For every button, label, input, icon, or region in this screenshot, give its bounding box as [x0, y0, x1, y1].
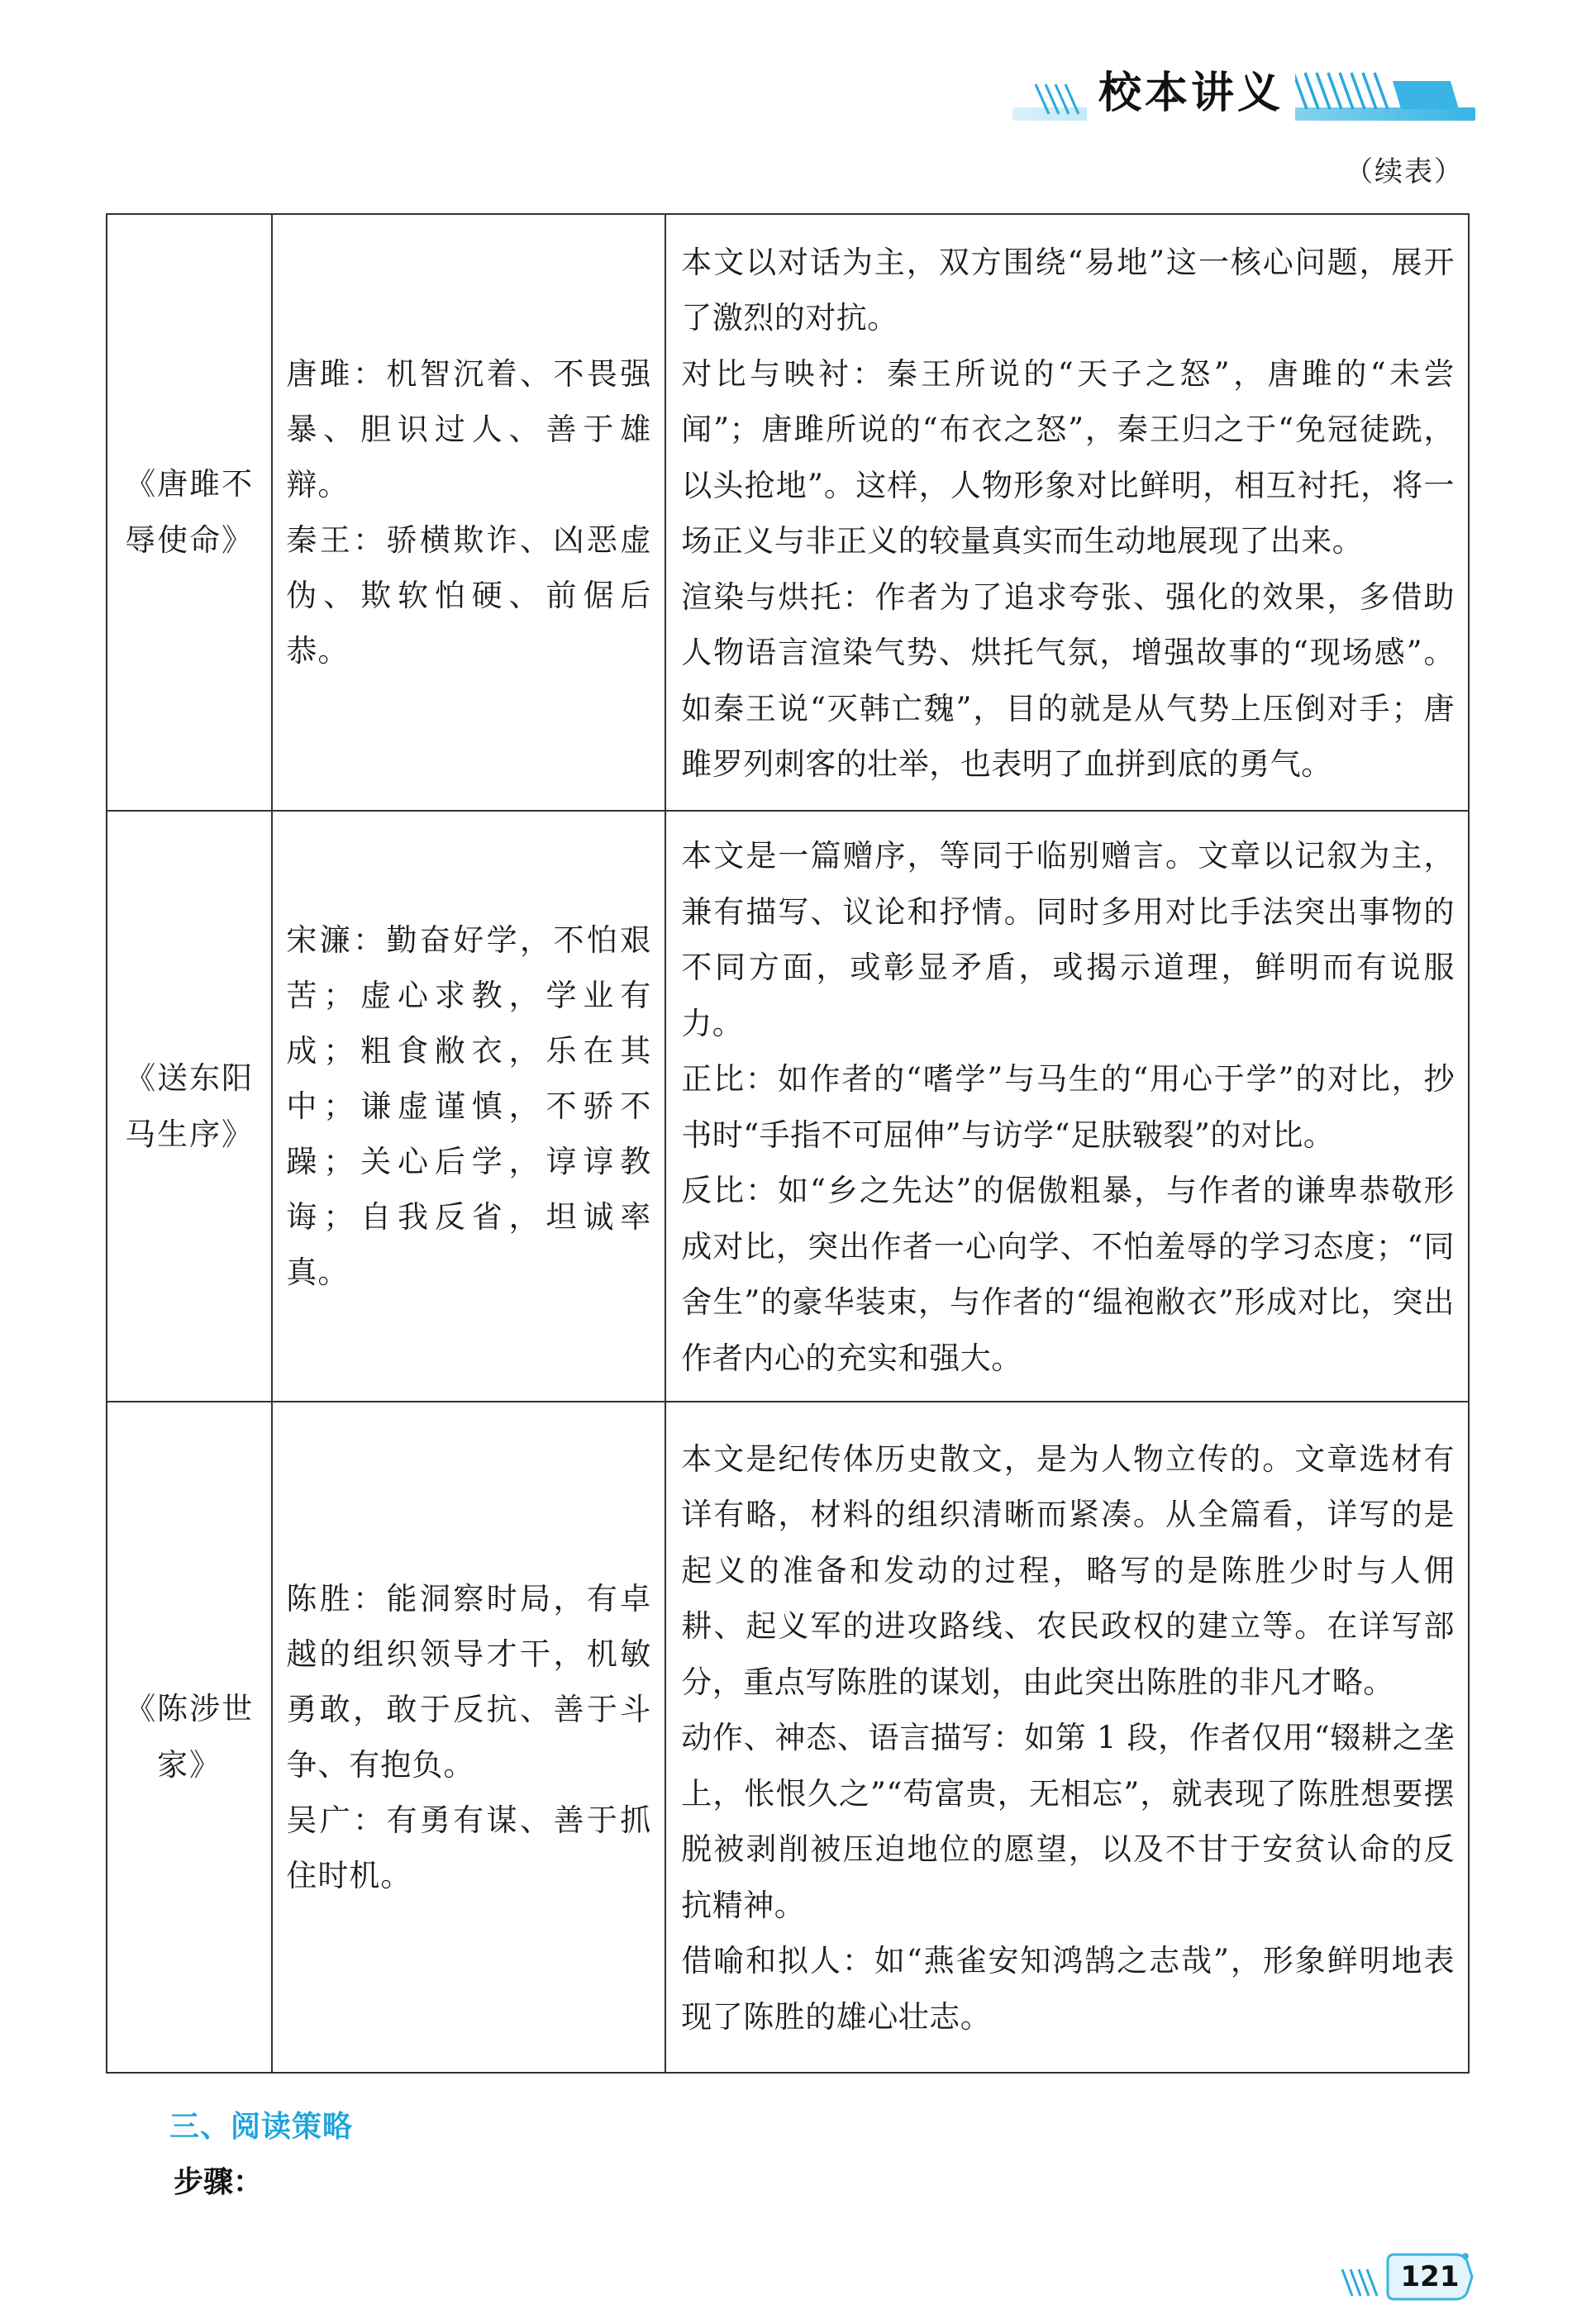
section-heading: 三、阅读策略 [169, 2110, 354, 2144]
work-title: 《送东阳马生序》 [107, 811, 272, 1402]
character-text: 吴广：有勇有谋、善于抓住时机。 [286, 1802, 652, 1893]
page-number-text: 121 [1400, 2260, 1460, 2293]
page-number [1339, 2248, 1484, 2306]
page-number-stripes [1339, 2266, 1384, 2299]
lesson-table [106, 213, 1470, 2074]
art-text: 动作、神态、语言描写：如第 1 段，作者仅用“辍耕之垄上，怅恨久之”“苟富贵，无相忘”，就表现了陈胜想要摆脱被剥削被压迫地位的愿望，以及不甘于安贫认命的反抗精神。 [681, 1720, 1455, 1923]
art-text: 借喻和拟人：如“燕雀安知鸿鹄之志哉”，形象鲜明地表现了陈胜的雄心壮志。 [681, 1943, 1455, 2035]
banner-stripes-right [1285, 71, 1459, 112]
character-text: 秦王：骄横欺诈、凶恶虚伪、欺软怕硬、前倨后恭。 [286, 522, 652, 669]
banner-stripes-left [1029, 83, 1087, 116]
art-text: 本文是纪传体历史散文，是为人物立传的。文章选材有详有略，材料的组织清晰而紧凑。从全篇看，详写的是起义的准备和发动的过程，略写的是陈胜少时与人佣耕、起义军的进攻路线、农民政权的建立等。在详写部分，重点写陈胜的谋划，由此突出陈胜的非凡才略。 [681, 1440, 1455, 1700]
character-text: 陈胜：能洞察时局，有卓越的组织领导才干，机敏勇敢，敢于反抗、善于斗争、有抱负。 [286, 1581, 652, 1783]
art-cell [665, 214, 1469, 811]
art-text: 本文以对话为主，双方围绕“易地”这一核心问题，展开了激烈的对抗。 [681, 244, 1455, 336]
continued-note: （续表） [1345, 155, 1464, 188]
table-row [107, 811, 1469, 1402]
table-row [107, 214, 1469, 811]
header-banner [1012, 64, 1475, 131]
character-cell [272, 811, 665, 1402]
table-row [107, 1402, 1469, 2073]
character-text: 宋濂：勤奋好学，不怕艰苦；虚心求教，学业有成；粗食敝衣，乐在其中；谦虚谨慎，不骄不躁；关心后学，谆谆教诲；自我反省，坦诚率真。 [286, 922, 652, 1290]
art-text: 本文是一篇赠序，等同于临别赠言。文章以记叙为主，兼有描写、议论和抒情。同时多用对比手法突出事物的不同方面，或彰显矛盾，或揭示道理，鲜明而有说服力。 [681, 838, 1455, 1041]
work-title: 《唐雎不辱使命》 [107, 214, 272, 811]
art-cell [665, 811, 1469, 1402]
art-text: 对比与映衬：秦王所说的“天子之怒”，唐雎的“未尝闻”；唐雎所说的“布衣之怒”，秦王归之于“免冠徒跣，以头抢地”。这样，人物形象对比鲜明，相互衬托，将一场正义与非正义的较量真实而生动地展现了出来。 [681, 355, 1455, 559]
art-text: 反比：如“乡之先达”的倨傲粗暴，与作者的谦卑恭敬形成对比，突出作者一心向学、不怕羞辱的学习态度；“同舍生”的豪华装束，与作者的“缊袍敝衣”形成对比，突出作者内心的充实和强大。 [681, 1173, 1455, 1376]
header-title: 校本讲义 [1087, 64, 1295, 122]
art-cell [665, 1402, 1469, 2073]
work-title: 《陈涉世家》 [107, 1402, 272, 2073]
character-cell [272, 1402, 665, 2073]
character-cell [272, 214, 665, 811]
art-text: 渲染与烘托：作者为了追求夸张、强化的效果，多借助人物语言渲染气势、烘托气氛，增强故事的“现场感”。如秦王说“灭韩亡魏”，目的就是从气势上压倒对手；唐雎罗列刺客的壮举，也表明了血拼到底的勇气。 [681, 579, 1455, 782]
character-text: 唐雎：机智沉着、不畏强暴、胆识过人、善于雄辩。 [286, 356, 652, 502]
art-text: 正比：如作者的“嗜学”与马生的“用心于学”的对比，抄书时“手指不可屈伸”与访学“足肤皲裂”的对比。 [681, 1061, 1455, 1153]
steps-label: 步骤： [174, 2165, 264, 2199]
